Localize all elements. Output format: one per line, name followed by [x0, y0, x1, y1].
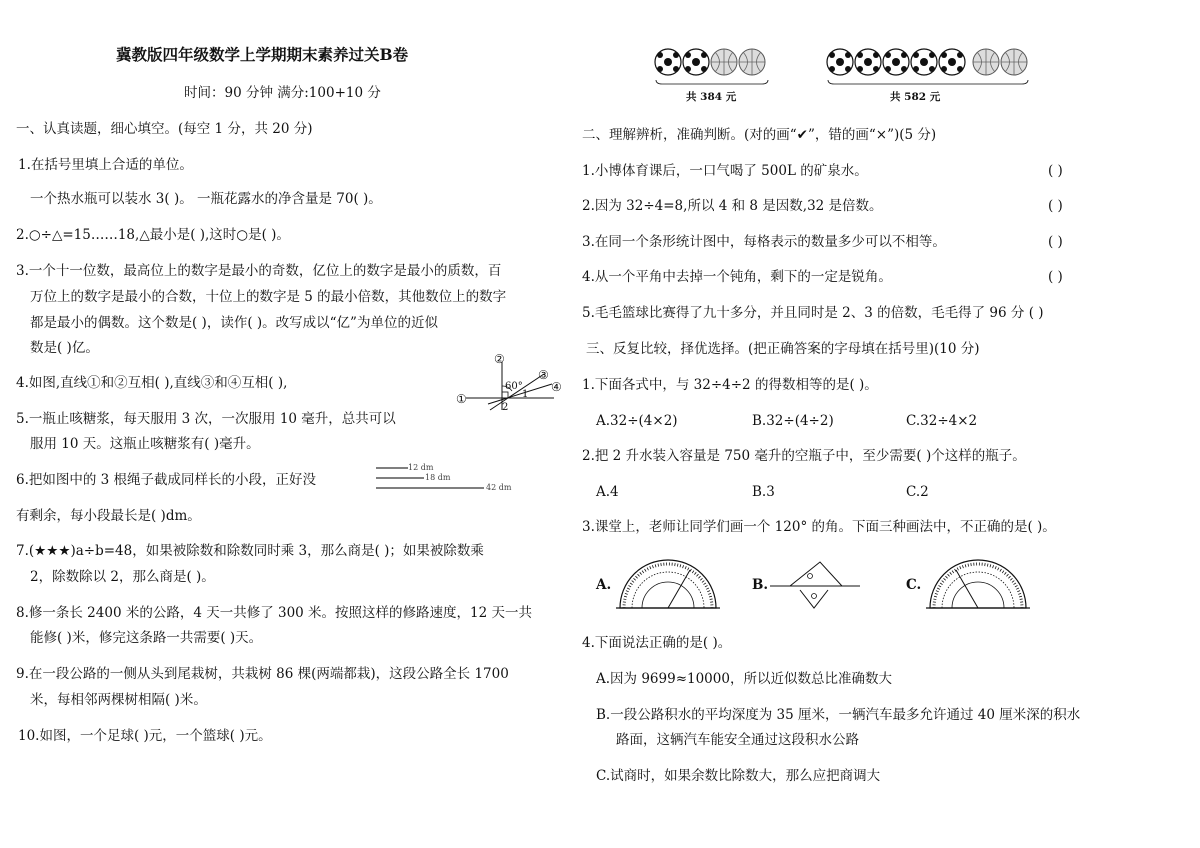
angle-60-label: 60°	[505, 381, 523, 392]
judge-answer-1[interactable]: ( )	[1048, 163, 1063, 179]
q1-1-content: 一个热水瓶可以装水 3( )。 一瓶花露水的净含量是 70( )。	[30, 191, 382, 207]
q1-4: 4.如图,直线①和②互相( ),直线③和④互相( ),	[16, 375, 288, 391]
q1-3-line3: 都是最小的偶数。这个数是( )，读作( )。改写成以“亿”为单位的近似	[30, 315, 438, 331]
q1-9-line1: 9.在一段公路的一侧从头到尾栽树，共栽树 86 棵(两端都栽)，这段公路全长 1700	[16, 666, 509, 682]
judge-item-1: 1.小博体育课后，一口气喝了 500L 的矿泉水。	[582, 163, 868, 179]
choice-q4-b-line1: B.一段公路积水的平均深度为 35 厘米，一辆汽车最多允许通过 40 厘米深的积水	[596, 707, 1081, 723]
choice-q2: 2.把 2 升水装入容量是 750 毫升的空瓶子中，至少需要( )个这样的瓶子。	[582, 448, 1026, 464]
q1-5-line2: 服用 10 天。这瓶止咳糖浆有( )毫升。	[30, 436, 260, 452]
q1-3-line4: 数是( )亿。	[30, 340, 99, 356]
choice-q1-a: A.32÷(4×2)	[596, 413, 678, 429]
choice-q4-b-line2: 路面，这辆汽车能安全通过这段积水公路	[616, 732, 859, 748]
judge-item-3: 3.在同一个条形统计图中，每格表示的数量多少可以不相等。	[582, 234, 946, 250]
section2-heading: 二、理解辨析，准确判断。(对的画“✔”，错的画“×”)(5 分)	[582, 127, 937, 143]
balls-group-1	[654, 46, 774, 80]
protractor-label-a: A.	[596, 577, 612, 593]
q1-8-line1: 8.修一条长 2400 米的公路，4 天一共修了 300 米。按照这样的修路速度，12 天一共	[16, 605, 533, 621]
football-icon	[939, 49, 965, 75]
line-label-3: ③	[538, 368, 549, 382]
q1-7-line2: 2，除数除以 2，那么商是( )。	[30, 569, 215, 585]
balls-total-2: 共 582 元	[890, 91, 941, 103]
protractor-label-b: B.	[752, 577, 769, 593]
line-label-4: ④	[551, 380, 562, 394]
choice-q2-c: C.2	[906, 484, 929, 500]
section1-heading: 一、认真读题，细心填空。(每空 1 分，共 20 分)	[16, 121, 313, 137]
rope-42dm: 42 dm	[486, 483, 512, 492]
protractor-c-icon	[926, 552, 1030, 612]
q1-7-line1: 7.(★★★)a÷b=48，如果被除数和除数同时乘 3，那么商是( )；如果被除数乘	[16, 543, 484, 559]
judge-item-4: 4.从一个平角中去掉一个钝角，剩下的一定是锐角。	[582, 269, 892, 285]
basketball-icon	[711, 49, 737, 75]
football-icon	[883, 49, 909, 75]
choice-q4-a: A.因为 9699≈10000，所以近似数总比准确数大	[596, 671, 892, 687]
football-icon	[911, 49, 937, 75]
choice-q1-c: C.32÷4×2	[906, 413, 978, 429]
choice-q2-b: B.3	[752, 484, 775, 500]
choice-q3: 3.课堂上，老师让同学们画一个 120° 的角。下面三种画法中，不正确的是( )。	[582, 519, 1056, 535]
protractor-a-icon	[616, 552, 720, 612]
choice-q1-b: B.32÷(4÷2)	[752, 413, 834, 429]
q1-3-line2: 万位上的数字是最小的合数，十位上的数字是 5 的最小倍数，其他数位上的数字	[30, 289, 507, 305]
balls-group-2	[826, 46, 1036, 86]
q1-2: 2.○÷△=15……18,△最小是( ),这时○是( )。	[16, 227, 290, 243]
angle-label-1: 1	[522, 389, 529, 400]
judge-answer-4[interactable]: ( )	[1048, 269, 1063, 285]
judge-answer-2[interactable]: ( )	[1048, 198, 1063, 214]
q1-9-line2: 米，每相邻两棵树相隔( )米。	[30, 692, 207, 708]
football-icon	[683, 49, 709, 75]
q1-6-line1: 6.把如图中的 3 根绳子截成同样长的小段，正好没	[16, 472, 317, 488]
basketball-icon	[739, 49, 765, 75]
line-label-1: ①	[456, 392, 467, 406]
football-icon	[855, 49, 881, 75]
choice-q2-a: A.4	[596, 484, 619, 500]
q1-3-line1: 3.一个十一位数，最高位上的数字是最小的奇数，亿位上的数字是最小的质数，百	[16, 263, 502, 279]
choice-q4: 4.下面说法正确的是( )。	[582, 635, 732, 651]
protractor-b-icon	[770, 556, 860, 612]
section3-heading: 三、反复比较，择优选择。(把正确答案的字母填在括号里)(10 分)	[586, 341, 980, 357]
q1-10: 10.如图，一个足球( )元，一个篮球( )元。	[18, 728, 272, 744]
judge-item-2: 2.因为 32÷4=8,所以 4 和 8 是因数,32 是倍数。	[582, 198, 883, 214]
q1-8-line2: 能修( )米，修完这条路一共需要( )天。	[30, 630, 263, 646]
basketball-icon	[973, 49, 999, 75]
q1-6-line2: 有剩余，每小段最长是( )dm。	[16, 508, 201, 524]
balls-total-1: 共 384 元	[686, 91, 737, 103]
q1-5-line1: 5.一瓶止咳糖浆，每天服用 3 次，一次服用 10 毫升，总共可以	[16, 411, 396, 427]
judge-item-5: 5.毛毛篮球比赛得了九十多分，并且同时是 2、3 的倍数，毛毛得了 96 分 ( )	[582, 305, 1044, 321]
judge-answer-3[interactable]: ( )	[1048, 234, 1063, 250]
rope-12dm: 12 dm	[408, 463, 434, 472]
q1-1: 1.在括号里填上合适的单位。	[18, 157, 193, 173]
rope-18dm: 18 dm	[425, 473, 451, 482]
protractor-label-c: C.	[906, 577, 922, 593]
choice-q4-c: C.试商时，如果余数比除数大，那么应把商调大	[596, 768, 881, 784]
football-icon	[827, 49, 853, 75]
line-label-2: ②	[494, 352, 505, 366]
basketball-icon	[1001, 49, 1027, 75]
choice-q1: 1.下面各式中，与 32÷4÷2 的得数相等的是( )。	[582, 377, 878, 393]
page-title: 冀教版四年级数学上学期期末素养过关B卷	[116, 45, 409, 64]
angle-label-2: 2	[502, 402, 509, 413]
exam-meta: 时间：90 分钟 满分:100+10 分	[184, 85, 381, 101]
football-icon	[655, 49, 681, 75]
